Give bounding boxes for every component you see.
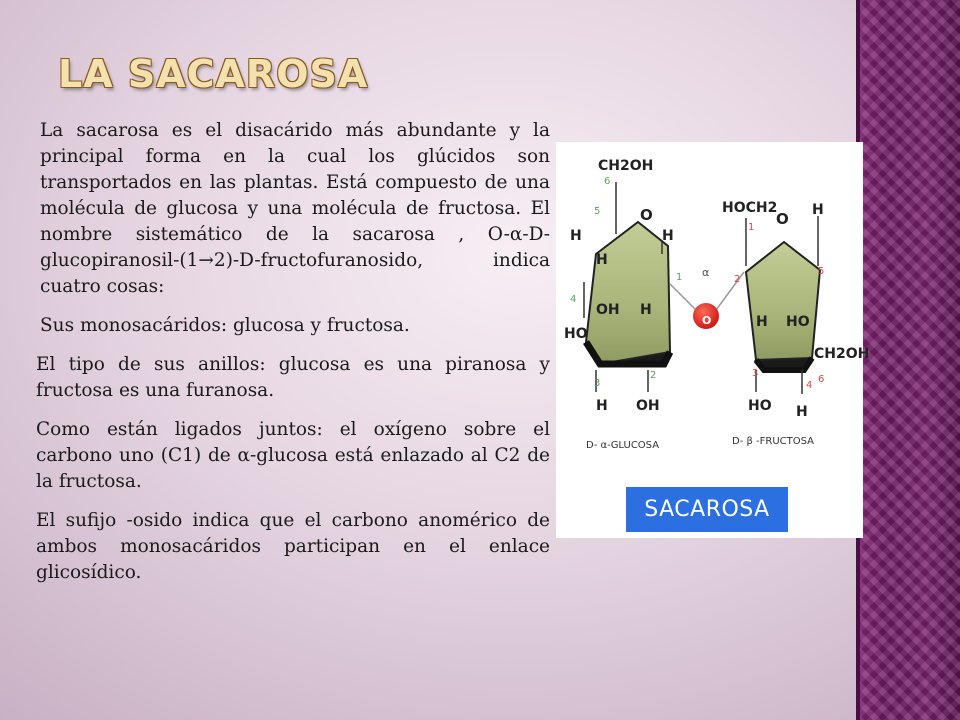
fructose-h-top-label: H <box>812 202 824 218</box>
fructose-carbon-6: 6 <box>818 374 825 385</box>
slide-title: LA SACAROSA <box>58 52 369 96</box>
glucose-carbon-6: 6 <box>604 176 611 187</box>
fructose-carbon-2: 2 <box>734 274 741 285</box>
paragraph-linkage: Como están ligados juntos: el oxígeno sobre el carbono uno (C1) de α-glucosa está enlazado al C2 de la fructosa. <box>36 419 550 492</box>
glucose-carbon-5: 5 <box>594 206 601 217</box>
fructose-ring-oxygen-label: O <box>776 210 789 228</box>
glucose-carbon-2: 2 <box>650 370 657 381</box>
paragraph-monosaccharides: Sus monosacáridos: glucosa y fructosa. <box>40 315 410 336</box>
fructose-caption: D- β -FRUCTOSA <box>732 436 815 447</box>
glucose-ring-oxygen-label: O <box>640 206 653 224</box>
glucose-carbon-4: 4 <box>570 294 577 305</box>
glucose-carbon-3: 3 <box>594 378 601 389</box>
sacarosa-banner: SACAROSA <box>626 487 788 532</box>
glucose-ho-left-label: HO <box>564 326 588 342</box>
glucose-h-right-label: H <box>662 228 674 244</box>
fructose-carbon-1: 1 <box>748 222 755 233</box>
glucose-caption: D- α-GLUCOSA <box>586 440 660 451</box>
sucrose-diagram <box>556 142 870 538</box>
glucose-oh-bottom-label: OH <box>636 398 660 414</box>
fructose-h-bottom-label: H <box>796 404 808 420</box>
glucose-h-inner-label: H <box>596 252 608 268</box>
glucose-h-bottom-label: H <box>596 398 608 414</box>
body-text <box>36 118 550 599</box>
paragraph-suffix: El sufijo -osido indica que el carbono anomérico de ambos monosacáridos participan en el enlace glicosídico. <box>36 510 550 583</box>
glucose-carbon-1: 1 <box>676 272 683 283</box>
alpha-linkage-label: α <box>702 266 710 279</box>
glucose-h-left-label: H <box>570 228 582 244</box>
decorative-sidebar <box>856 0 960 720</box>
fructose-carbon-3: 3 <box>752 368 759 379</box>
paragraph-intro: La sacarosa es el disacárido más abundante y la principal forma en la cual los glúcidos son transportados en las plantas. Está compuesto de una molécula de glucosa y una molécula de fructosa. El nombre sistemático de la sacarosa , O-α-D-glucopiranosil-(1→2)-D-fructofuranosido, indica cuatro cosas: <box>40 120 550 297</box>
glucose-h-center-label: H <box>640 302 652 318</box>
glucose-oh-inner-label: OH <box>596 302 620 318</box>
fructose-ho-bottom-label: HO <box>748 398 772 414</box>
fructose-carbon-4: 4 <box>806 380 813 391</box>
fructose-ho-inner-label: HO <box>786 314 810 330</box>
fructose-ch2oh-label: CH2OH <box>814 346 870 362</box>
sucrose-structure-figure <box>556 142 870 538</box>
fructose-h-inner-label: H <box>756 314 768 330</box>
glucose-ch2oh-label: CH2OH <box>598 158 654 174</box>
paragraph-rings: El tipo de sus anillos: glucosa es una piranosa y fructosa es una furanosa. <box>36 354 550 401</box>
fructose-hoch2-label: HOCH2 <box>722 200 778 216</box>
bridge-oxygen-label: O <box>702 314 712 327</box>
fructose-carbon-5: 5 <box>818 266 825 277</box>
